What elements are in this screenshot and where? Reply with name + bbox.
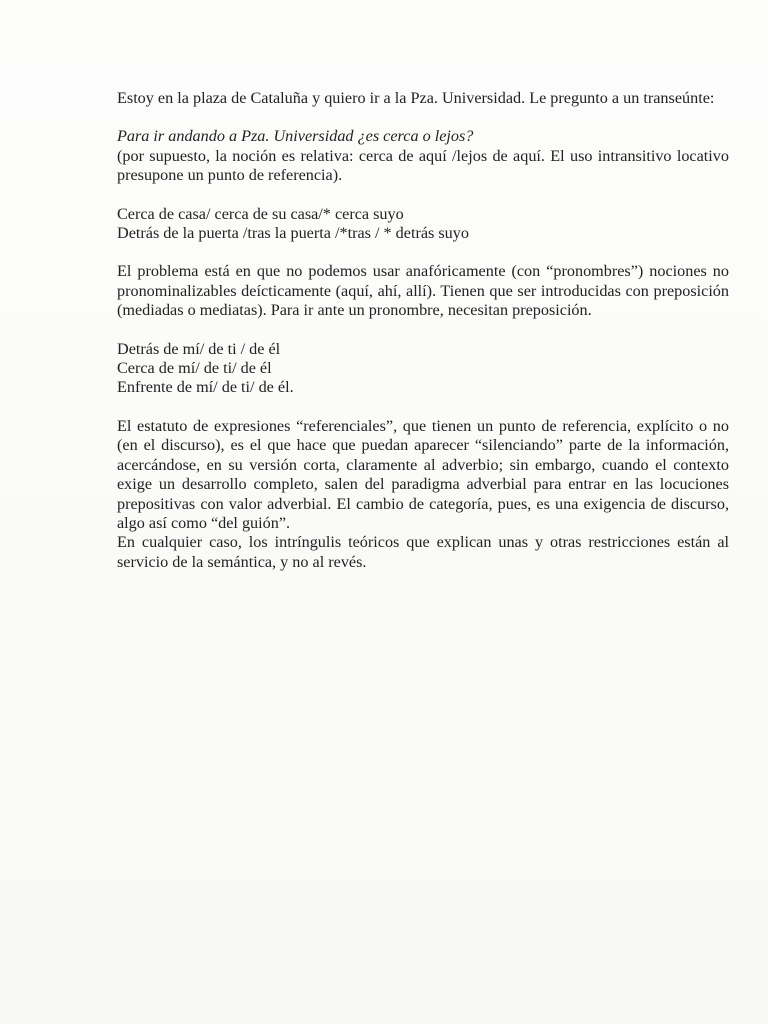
example-line: Cerca de casa/ cerca de su casa/* cerca suyo [117,204,404,223]
example-line: Enfrente de mí/ de ti/ de él. [117,378,294,397]
paragraph-intro: Estoy en la plaza de Cataluña y quiero ir a la Pza. Universidad. Le pregunto a un transeúnte: [117,89,715,107]
paragraph-conclusion: En cualquier caso, los intríngulis teóricos que explican unas y otras restricciones están al servicio de la semántica, y no al revés. [117,533,729,571]
paragraph-statute: El estatuto de expresiones “referenciales”, que tienen un punto de referencia, explícito o no (en el discurso), es el que hace que puedan aparecer “silenciando” parte de la información, acercándose, en su versión corta, claramente al adverbio; sin embargo, cuando el contexto exige un desarrollo completo, salen del paradigma adverbial para entrar en las locuciones prepositivas con valor adverbial. El cambio de categoría, pues, es una exigencia de discurso, algo así como “del guión”. [117,416,729,532]
document-body [117,89,729,572]
examples-block-1 [117,205,729,244]
question-block [117,127,729,185]
example-line: Detrás de la puerta /tras la puerta /*tras / * detrás suyo [117,224,469,243]
example-line: Cerca de mí/ de ti/ de él [117,359,272,378]
example-line: Detrás de mí/ de ti / de él [117,339,281,358]
paragraph-clarification: (por supuesto, la noción es relativa: cerca de aquí /lejos de aquí. El uso intransitivo locativo presupone un punto de referencia). [117,146,729,185]
italic-question: Para ir andando a Pza. Universidad ¿es cerca o lejos? [117,127,474,146]
examples-block-2 [117,340,729,398]
paragraph-problem: El problema está en que no podemos usar anafóricamente (con “pronombres”) nociones no pronominalizables deícticamente (aquí, ahí, allí). Tienen que ser introducidas con preposición (mediadas o mediatas). Para ir ante un pronombre, necesitan preposición. [117,262,729,320]
